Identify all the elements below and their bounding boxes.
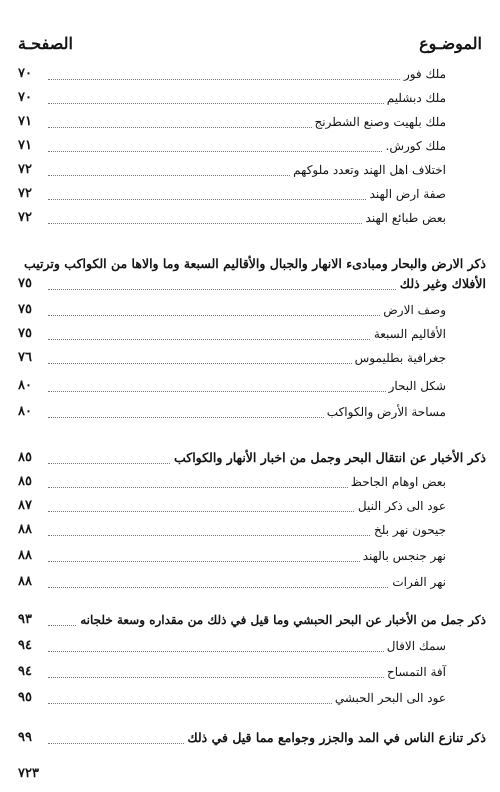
toc-entry bbox=[18, 378, 446, 398]
entry-title: وصف الارض bbox=[380, 300, 446, 320]
section-heading-row bbox=[18, 450, 486, 470]
section-page: ٩٩ bbox=[18, 730, 32, 745]
entry-title: صفة ارض الهند bbox=[367, 184, 446, 204]
toc-entry bbox=[18, 114, 446, 134]
toc-entry bbox=[18, 90, 446, 110]
entry-page: ٧١ bbox=[18, 114, 32, 129]
entry-page: ٧٠ bbox=[18, 66, 32, 81]
entry-title: مساحة الأرض والكواكب bbox=[324, 402, 446, 422]
entry-page: ٨٨ bbox=[18, 522, 32, 537]
entry-title: بعض طبائع الهند bbox=[363, 208, 446, 228]
entry-page: ٧١ bbox=[18, 138, 32, 153]
entry-page: ٩٤ bbox=[18, 664, 32, 679]
entry-title: ملك كورش. bbox=[383, 136, 447, 156]
toc-entry bbox=[18, 498, 446, 518]
topic-column-label: الموضـوع bbox=[419, 34, 482, 53]
toc-entry bbox=[18, 638, 446, 658]
entry-page: ٧٠ bbox=[18, 90, 32, 105]
entry-title: جيحون نهر بلخ bbox=[371, 520, 446, 540]
entry-title: نهر الفرات bbox=[389, 572, 446, 592]
entry-title: ملك فور bbox=[401, 64, 446, 84]
toc-entry bbox=[18, 548, 446, 568]
entry-title: اختلاف اهل الهند وتعدد ملوكهم bbox=[290, 160, 446, 180]
toc-entry bbox=[18, 302, 446, 322]
toc-entry bbox=[18, 186, 446, 206]
entry-title: آفة التمساح bbox=[384, 662, 446, 682]
section-page: ٧٥ bbox=[18, 276, 32, 291]
entry-title: شكل البحار bbox=[386, 376, 446, 396]
entry-page: ٨٥ bbox=[18, 474, 32, 489]
entry-page: ٩٤ bbox=[18, 638, 32, 653]
entry-page: ٩٥ bbox=[18, 690, 32, 705]
entry-title: ملك بلهيت وصنع الشطرنج bbox=[312, 112, 446, 132]
entry-page: ٨٠ bbox=[18, 404, 32, 419]
page-number: ٧٢٣ bbox=[18, 766, 39, 781]
leader-dots bbox=[48, 79, 446, 80]
entry-title: عود الى ذكر النيل bbox=[355, 496, 446, 516]
section-heading: ذكر تنازع الناس في المد والجزر وجوامع مما قيل في ذلك bbox=[184, 728, 486, 748]
leader-dots bbox=[48, 587, 446, 588]
toc-entry bbox=[18, 474, 446, 494]
toc-header bbox=[18, 34, 482, 58]
entry-page: ٧٦ bbox=[18, 350, 32, 365]
toc-entry bbox=[18, 66, 446, 86]
toc-entry bbox=[18, 210, 446, 230]
entry-page: ٧٢ bbox=[18, 186, 32, 201]
entry-title: بعض اوهام الجاحظ bbox=[348, 472, 446, 492]
section-heading: ذكر جمل من الأخبار عن البحر الحبشي وما قيل في ذلك من مقداره وسعة خلجانه bbox=[77, 610, 486, 630]
entry-page: ٧٢ bbox=[18, 162, 32, 177]
toc-entry bbox=[18, 522, 446, 542]
entry-title: جغرافية بطليموس bbox=[352, 348, 446, 368]
section-page: ٨٥ bbox=[18, 450, 32, 465]
section-heading-line2-row bbox=[18, 276, 486, 296]
entry-title: نهر جنجس بالهند bbox=[360, 546, 446, 566]
toc-entry bbox=[18, 162, 446, 182]
toc-entry bbox=[18, 574, 446, 594]
section-heading-line2: الأفلاك وغير ذلك bbox=[397, 274, 486, 294]
entry-title: ملك دبشليم bbox=[384, 88, 446, 108]
toc-entry bbox=[18, 690, 446, 710]
section-heading: ذكر الأخبار عن انتقال البحر وجمل من اخبار الأنهار والكواكب bbox=[171, 448, 486, 468]
entry-page: ٧٢ bbox=[18, 210, 32, 225]
toc-entry bbox=[18, 664, 446, 684]
page-column-label: الصفحـة bbox=[18, 34, 73, 53]
toc-entry bbox=[18, 138, 446, 158]
section-heading-line1: ذكر الارض والبحار ومبادىء الانهار والجبال والأقاليم السبعة وما والاها من الكواكب وترتيب bbox=[21, 256, 486, 271]
toc-entry bbox=[18, 350, 446, 370]
toc-entry bbox=[18, 404, 446, 424]
entry-page: ٨٠ bbox=[18, 378, 32, 393]
section-heading bbox=[18, 254, 486, 274]
entry-title: الأقاليم السبعة bbox=[371, 324, 446, 344]
section-heading-row bbox=[18, 730, 486, 750]
entry-title: سمك الافال bbox=[384, 636, 446, 656]
entry-title: عود الى البحر الحبشي bbox=[332, 688, 446, 708]
entry-page: ٨٨ bbox=[18, 574, 32, 589]
entry-page: ٧٥ bbox=[18, 326, 32, 341]
entry-page: ٨٧ bbox=[18, 498, 32, 513]
section-heading-row bbox=[18, 612, 486, 632]
section-page: ٩٣ bbox=[18, 612, 32, 627]
entry-page: ٧٥ bbox=[18, 302, 32, 317]
toc-entry bbox=[18, 326, 446, 346]
entry-page: ٨٨ bbox=[18, 548, 32, 563]
